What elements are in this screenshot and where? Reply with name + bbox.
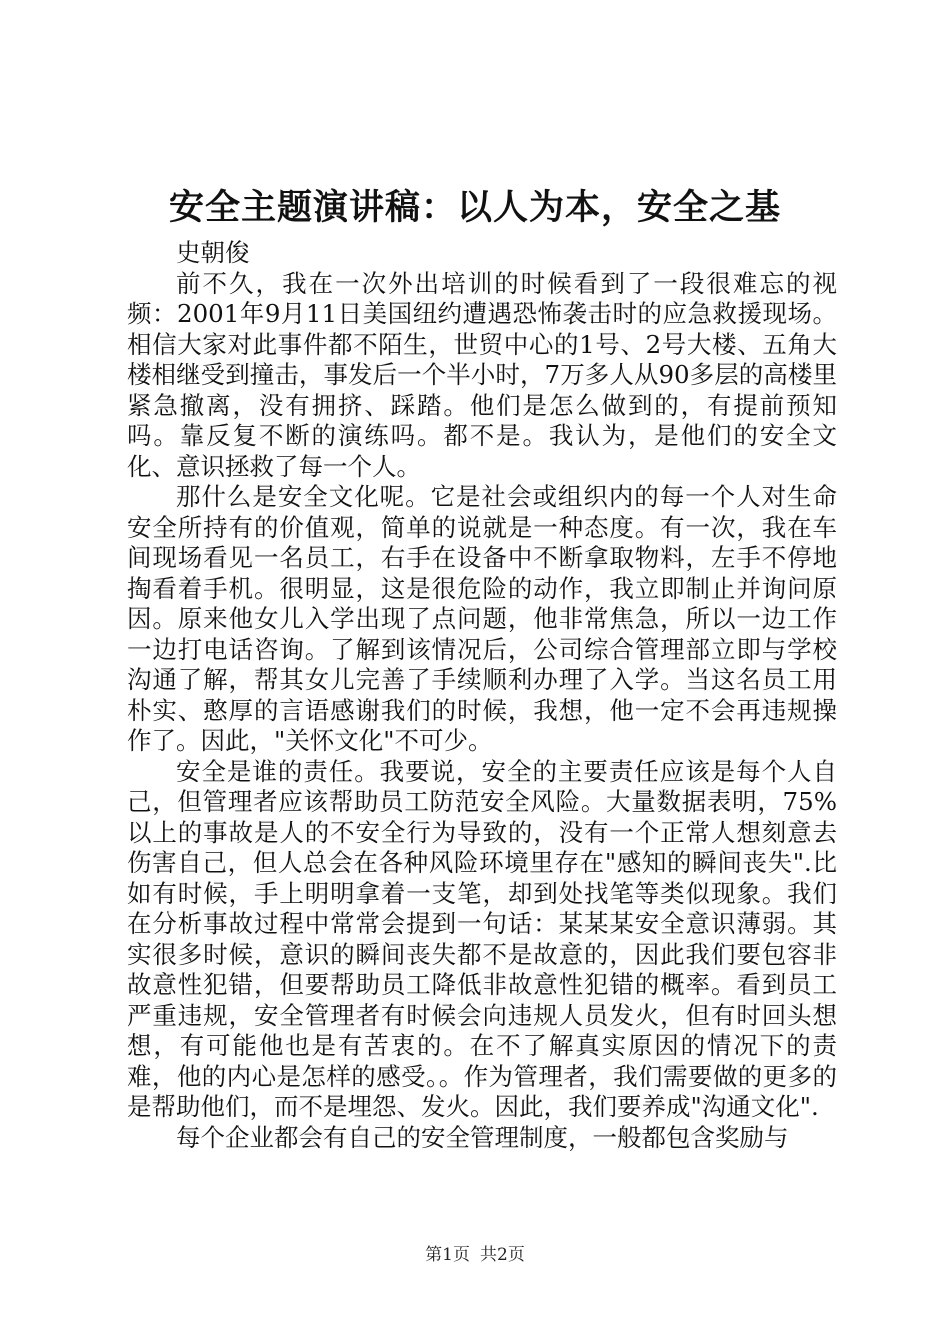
page-footer [0,1244,950,1266]
author-name: 史朝俊 [176,238,250,267]
page-total: 共2页 [480,1245,525,1265]
document-body [127,238,837,1153]
document-title: 安全主题演讲稿：以人为本，安全之基 [168,187,781,228]
paragraph-3: 安全是谁的责任。我要说，安全的主要责任应该是每个人自己，但管理者应该帮助员工防范安全风险。大量数据表明，75%以上的事故是人的不安全行为导致的，没有一个正常人想刻意去伤害自己，但人总会在各种风险环境里存在"感知的瞬间丧失".比如有时候，手上明明拿着一支笔，却到处找笔等类似现象。我们在分析事故过程中常常会提到一句话：某某某安全意识薄弱。其实很多时候，意识的瞬间丧失都不是故意的，因此我们要包容非故意性犯错，但要帮助员工降低非故意性犯错的概率。看到员工严重违规，安全管理者有时候会向违规人员发火，但有时回头想想，有可能他也是有苦衷的。在不了解真实原因的情况下的责难，他的内心是怎样的感受。。作为管理者，我们需要做的更多的是帮助他们，而不是埋怨、发火。因此，我们要养成"沟通文化". [127,756,837,1121]
paragraph-4: 每个企业都会有自己的安全管理制度，一般都包含奖励与 [176,1122,789,1152]
paragraph-2: 那什么是安全文化呢。它是社会或组织内的每一个人对生命安全所持有的价值观，简单的说就是一种态度。有一次，我在车间现场看见一名员工，右手在设备中不断拿取物料，左手不停地掏看着手机。很明显，这是很危险的动作，我立即制止并询问原因。原来他女儿入学出现了点问题，他非常焦急，所以一边工作一边打电话咨询。了解到该情况后，公司综合管理部立即与学校沟通了解，帮其女儿完善了手续顺利办理了入学。当这名员工用朴实、憨厚的言语感谢我们的时候，我想，他一定不会再违规操作了。因此，"关怀文化"不可少。 [127,482,837,755]
page-number: 第1页 [425,1245,470,1265]
paragraph-1: 前不久，我在一次外出培训的时候看到了一段很难忘的视频：2001年9月11日美国纽约遭遇恐怖袭击时的应急救援现场。相信大家对此事件都不陌生，世贸中心的1号、2号大楼、五角大楼相继受到撞击，事发后一个半小时，7万多人从90多层的高楼里紧急撤离，没有拥挤、踩踏。他们是怎么做到的，有提前预知吗。靠反复不断的演练吗。都不是。我认为，是他们的安全文化、意识拯救了每一个人。 [127,268,837,481]
